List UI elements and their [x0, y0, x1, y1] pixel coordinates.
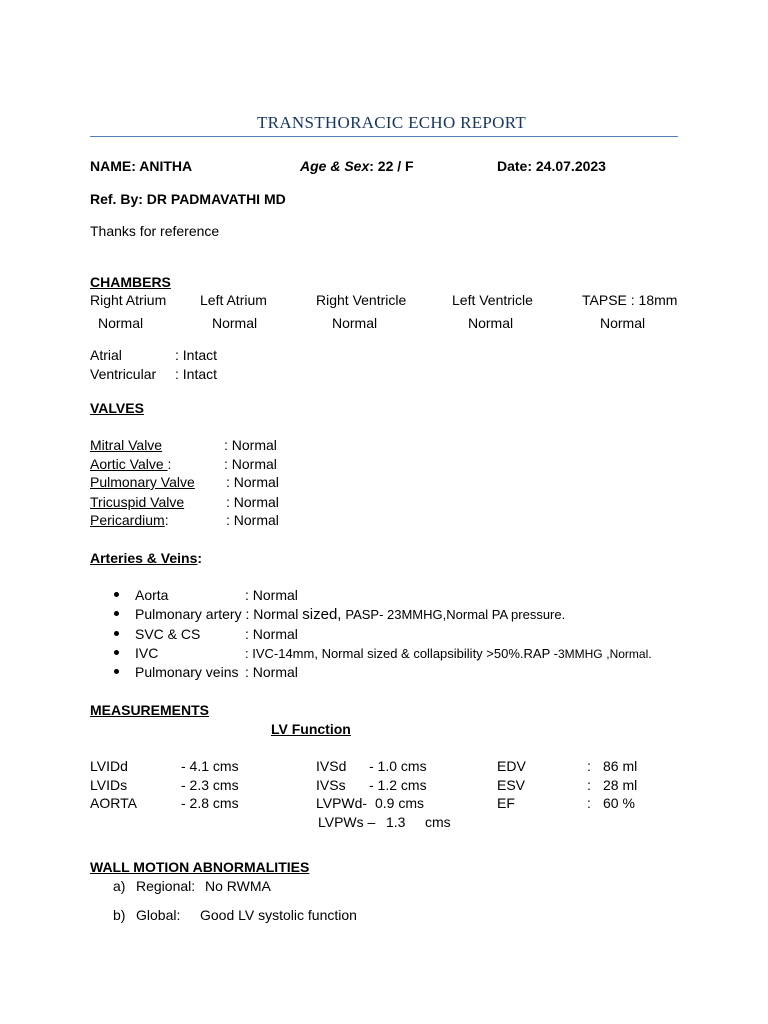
- patient-name: NAME: ANITHA: [90, 158, 193, 174]
- wall-motion-heading: WALL MOTION ABNORMALITIES: [90, 859, 310, 875]
- report-title: TRANSTHORACIC ECHO REPORT: [257, 113, 527, 132]
- measure-value-lvids: - 2.3 cms: [181, 777, 239, 793]
- valve-label-aortic: Aortic Valve: [90, 456, 168, 472]
- wall-motion-label-global: Global:: [136, 907, 181, 923]
- artery-pasp-pulmonary: PASP- 23MMHG,Normal PA pressure.: [345, 607, 566, 622]
- artery-label-aorta: Aorta: [135, 587, 169, 603]
- vein-value-ivc: : IVC-14mm, Normal sized & collapsibility >50%.RAP -: [245, 646, 558, 661]
- measure-label-ef: EF: [497, 795, 515, 811]
- valve-row-tricuspid: [90, 495, 184, 509]
- wall-motion-value-global: Good LV systolic function: [200, 907, 357, 923]
- measure-value-aorta: - 2.8 cms: [181, 795, 239, 811]
- vein-row-ivc: [245, 647, 652, 660]
- measure-value-lvpwd: 0.9 cms: [375, 795, 425, 811]
- arteries-heading-colon: :: [197, 550, 203, 566]
- arteries-heading-text: Arteries & Veins: [90, 550, 198, 566]
- bullet-pulmonary-veins: [114, 669, 119, 674]
- measure-label-edv: EDV: [497, 758, 526, 774]
- valve-label-pericardium: Pericardium: [90, 512, 165, 528]
- valve-suffix-aortic: :: [167, 456, 172, 472]
- measure-unit-lvpws: cms: [425, 814, 451, 830]
- bullet-ivc: [114, 650, 119, 655]
- chamber-value-left-atrium: Normal: [212, 315, 258, 331]
- measure-colon-esv: :: [587, 777, 591, 793]
- wall-motion-marker-b: b): [113, 907, 126, 923]
- measure-label-ivss: IVSs: [316, 777, 346, 793]
- measure-colon-edv: :: [587, 758, 591, 774]
- measure-colon-ef: :: [587, 795, 591, 811]
- measure-label-lvidd: LVIDd: [90, 758, 128, 774]
- report-date: Date: 24.07.2023: [497, 158, 606, 174]
- measure-label-lvids: LVIDs: [90, 777, 128, 793]
- vein-label-svc: SVC & CS: [135, 626, 201, 642]
- lv-function-heading: LV Function: [271, 721, 351, 737]
- measure-label-aorta: AORTA: [90, 795, 137, 811]
- chamber-label-tapse: TAPSE : 18mm: [582, 292, 678, 308]
- vein-label-ivc: IVC: [135, 645, 159, 661]
- measure-label-lvpws: LVPWs –: [318, 814, 376, 830]
- vein-value-svc: : Normal: [245, 626, 298, 642]
- valve-label-tricuspid: Tricuspid Valve: [90, 494, 185, 510]
- vein-value-pulmonary: : Normal: [245, 664, 298, 680]
- chamber-label-right-ventricle: Right Ventricle: [316, 292, 407, 308]
- measurements-heading: MEASUREMENTS: [90, 702, 210, 718]
- wall-motion-value-regional: No RWMA: [205, 878, 271, 894]
- measure-label-esv: ESV: [497, 777, 526, 793]
- artery-label-pulmonary: Pulmonary artery: [135, 606, 242, 622]
- vein-tail-ivc: ,Normal.: [606, 647, 652, 661]
- chamber-label-left-atrium: Left Atrium: [200, 292, 267, 308]
- measure-value-ivsd: - 1.0 cms: [369, 758, 427, 774]
- valve-value-aortic: : Normal: [224, 456, 277, 472]
- age-sex-label: Age & Sex: [300, 158, 370, 174]
- vein-rap-ivc: 3MMHG: [557, 647, 603, 661]
- chamber-value-left-ventricle: Normal: [468, 315, 514, 331]
- valve-label-pulmonary: Pulmonary Valve: [90, 474, 195, 490]
- artery-row-pulmonary: [135, 607, 565, 622]
- title-divider: [90, 136, 678, 137]
- septum-label-atrial: Atrial: [90, 347, 122, 363]
- septum-value-atrial: : Intact: [175, 347, 218, 363]
- chambers-heading: CHAMBERS: [90, 274, 171, 290]
- thanks-note: Thanks for reference: [90, 223, 220, 239]
- arteries-heading: [90, 551, 202, 565]
- age-sex-value: : 22 / F: [369, 158, 414, 174]
- valve-row-pulmonary: [90, 475, 195, 489]
- measure-value-lvidd: - 4.1 cms: [181, 758, 239, 774]
- age-sex: [300, 159, 414, 173]
- measure-value-esv: 28 ml: [603, 777, 638, 793]
- bullet-pulmonary-artery: [114, 611, 119, 616]
- artery-value-aorta: : Normal: [245, 587, 298, 603]
- wall-motion-label-regional: Regional:: [136, 878, 196, 894]
- valve-row-aortic: [90, 457, 171, 471]
- valve-value-tricuspid: : Normal: [226, 494, 279, 510]
- valve-value-mitral: : Normal: [224, 437, 277, 453]
- measure-label-lvpwd: LVPWd-: [316, 795, 368, 811]
- septum-value-ventricular: : Intact: [175, 366, 218, 382]
- valve-suffix-pericardium: :: [164, 512, 169, 528]
- valve-label-mitral: Mitral Valve: [90, 437, 163, 453]
- septum-label-ventricular: Ventricular: [90, 366, 157, 382]
- bullet-aorta: [114, 592, 119, 597]
- vein-label-pulmonary: Pulmonary veins: [135, 664, 239, 680]
- measure-value-ivss: - 1.2 cms: [369, 777, 427, 793]
- chamber-label-left-ventricle: Left Ventricle: [452, 292, 533, 308]
- bullet-svc: [114, 631, 119, 636]
- referred-by: Ref. By: DR PADMAVATHI MD: [90, 191, 286, 207]
- measure-label-ivsd: IVSd: [316, 758, 347, 774]
- chamber-value-right-atrium: Normal: [98, 315, 144, 331]
- artery-sized-pulmonary: sized,: [302, 606, 342, 623]
- wall-motion-marker-a: a): [113, 878, 126, 894]
- chamber-value-right-ventricle: Normal: [332, 315, 378, 331]
- valve-value-pulmonary: : Normal: [226, 474, 279, 490]
- chamber-label-right-atrium: Right Atrium: [90, 292, 167, 308]
- measure-value-edv: 86 ml: [603, 758, 638, 774]
- measure-value-lvpws: 1.3: [386, 814, 406, 830]
- valve-row-mitral: [90, 438, 162, 452]
- chamber-value-tapse: Normal: [600, 315, 646, 331]
- measure-value-ef: 60 %: [603, 795, 635, 811]
- valve-row-pericardium: [90, 513, 169, 527]
- valves-heading: VALVES: [90, 400, 144, 416]
- valve-value-pericardium: : Normal: [226, 512, 279, 528]
- artery-value-pulmonary: : Normal: [245, 606, 299, 622]
